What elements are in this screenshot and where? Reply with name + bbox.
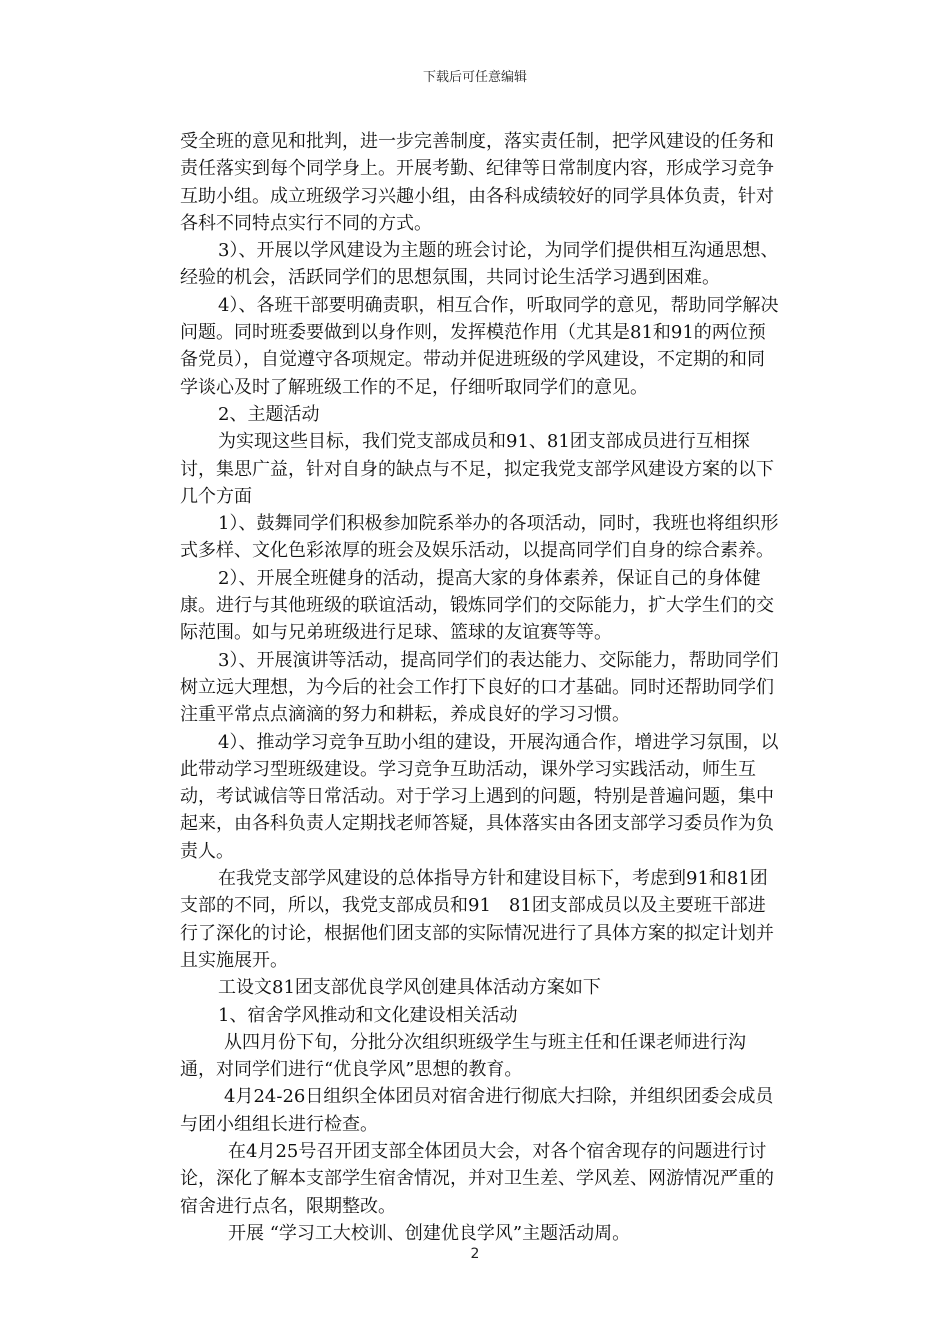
paragraph: 2）、开展全班健身的活动，提高大家的身体素养，保证自己的身体健康。进行与其他班级的联谊活动，锻炼同学们的交际能力，扩大学生们的交际范围。如与兄弟班级进行足球、篮球的友谊赛等等。 (180, 567, 774, 644)
document-body (180, 128, 780, 1247)
paragraph: 在我党支部学风建设的总体指导方针和建设目标下，考虑到91和81团支部的不同，所以，我党支部成员和91 81团支部成员以及主要班干部进行了深化的讨论，根据他们团支部的实际情况进行了具体方案的拟定计划并且实施展开。 (180, 868, 774, 971)
paragraph: 从四月份下旬，分批分次组织班级学生与班主任和任课老师进行沟通，对同学们进行“优良学风”思想的教育。 (180, 1031, 746, 1081)
section-heading: 1、宿舍学风推动和文化建设相关活动 (218, 1004, 518, 1026)
paragraph: 3）、开展演讲等活动，提高同学们的表达能力、交际能力，帮助同学们树立远大理想，为今后的社会工作打下良好的口才基础。同时还帮助同学们注重平常点点滴滴的努力和耕耘，养成良好的学习习惯。 (180, 649, 779, 726)
paragraph: 为实现这些目标，我们党支部成员和91、81团支部成员进行互相探讨，集思广益，针对自身的缺点与不足，拟定我党支部学风建设方案的以下几个方面 (180, 431, 774, 507)
paragraph: 4）、推动学习竞争互助小组的建设，开展沟通合作，增进学习氛围，以此带动学习型班级建设。学习竞争互助活动，课外学习实践活动，师生互动，考试诚信等日常活动。对于学习上遇到的问题，特别是普遍问题，集中起来，由各科负责人定期找老师答疑，具体落实由各团支部学习委员作为负责人。 (180, 731, 779, 862)
page-header: 下载后可任意编辑 (422, 70, 527, 85)
paragraph: 1）、鼓舞同学们积极参加院系举办的各项活动，同时，我班也将组织形式多样、文化色彩浓厚的班会及娱乐活动，以提高同学们自身的综合素养。 (180, 513, 779, 562)
paragraph: 4）、各班干部要明确责职，相互合作，听取同学的意见，帮助同学解决问题。同时班委要做到以身作则，发挥模范作用（尤其是81和91的两位预备党员），自觉遵守各项规定。带动并促进班级的学风建设，不定期的和同学谈心及时了解班级工作的不足，仔细听取同学们的意见。 (180, 294, 779, 398)
paragraph: 4月24-26日组织全体团员对宿舍进行彻底大扫除，并组织团委会成员与团小组组长进行检查。 (180, 1086, 774, 1135)
section-heading: 2、主题活动 (218, 403, 320, 425)
paragraph: 工设文81团支部优良学风创建具体活动方案如下 (218, 977, 601, 999)
paragraph: 受全班的意见和批判，进一步完善制度，落实责任制，把学风建设的任务和责任落实到每个同学身上。开展考勤、纪律等日常制度内容，形成学习竞争互助小组。成立班级学习兴趣小组，由各科成绩较好的同学具体负责，针对各科不同特点实行不同的方式。 (180, 131, 774, 234)
paragraph: 在4月25号召开团支部全体团员大会，对各个宿舍现存的问题进行讨论，深化了解本支部学生宿舍情况，并对卫生差、学风差、网游情况严重的宿舍进行点名，限期整改。 (180, 1140, 774, 1217)
paragraph: 3）、开展以学风建设为主题的班会讨论，为同学们提供相互沟通思想、经验的机会，活跃同学们的思想氛围，共同讨论生活学习遇到困难。 (180, 240, 779, 289)
paragraph: 开展 “学习工大校训、创建优良学风”主题活动周。 (228, 1222, 631, 1244)
page-number: 2 (470, 1246, 480, 1262)
